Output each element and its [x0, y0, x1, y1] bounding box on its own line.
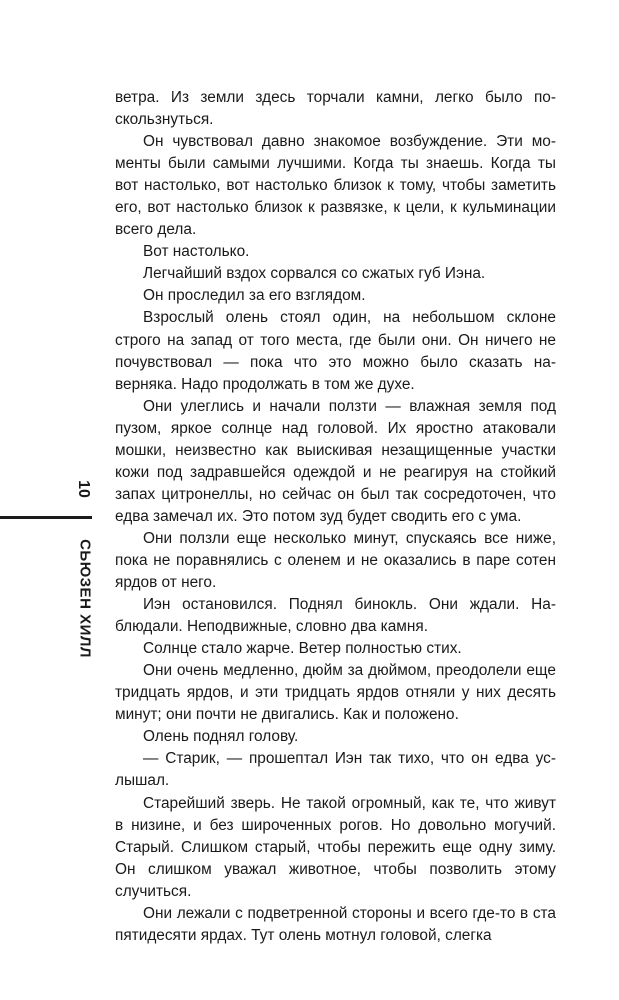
paragraph: Они улеглись и начали ползти — влажная земля под пузом, яркое солнце над головой. Их яростно атаковали мошки, неизвестно как выискивая незащищенные участки кожи под задравшейся одеждой и не реагируя на стойкий запах цитронеллы, но сейчас он был так сосредоточен, что едва замечал их. Это потом зуд будет сводить его с ума. — [115, 397, 556, 525]
paragraph: Олень поднял голову. — [143, 728, 299, 746]
paragraph: Легчайший вздох сорвался со сжатых губ Иэна. — [143, 265, 486, 283]
paragraph: Они лежали с подветренной стороны и всего где-то в ста пятидесяти ярдах. Тут олень мотнул головой, слегка — [115, 904, 556, 944]
paragraph: ветра. Из земли здесь торчали камни, легко было поскользнуться. — [115, 89, 556, 129]
body-text — [115, 87, 556, 947]
paragraph: Они ползли еще несколько минут, спускаясь все ниже, пока не поравнялись с оленем и не оказались в паре сотен ярдов от него. — [115, 529, 556, 592]
paragraph: Они очень медленно, дюйм за дюймом, преодолели еще тридцать ярдов, и эти тридцать ярдов отняли у них десять минут; они почти не двигались. Как и положено. — [115, 662, 556, 724]
paragraph: Старейший зверь. Не такой огромный, как те, что живут в низине, и без широченных рогов. Но довольно могучий. Старый. Слишком старый, чтобы пережить еще одну зиму. Он слишком уважал животное, чтобы позволить этому случиться. — [115, 794, 556, 900]
paragraph: Вот настолько. — [143, 243, 250, 261]
running-head-author: СЬЮЗЕН ХИЛЛ — [76, 539, 94, 658]
side-rule — [0, 516, 92, 519]
paragraph: Иэн остановился. Поднял бинокль. Они ждали. Наблюдали. Неподвижные, словно два камня. — [115, 596, 556, 636]
paragraph: Он проследил за его взглядом. — [143, 287, 366, 305]
page-number: 10 — [75, 480, 92, 498]
paragraph: Взрослый олень стоял один, на небольшом склоне строго на запад от того места, где были они. Он ничего не почувствовал — пока что это можно было сказать наверняка. Надо продолжать в том же духе. — [115, 309, 556, 393]
paragraph: — Старик, — прошептал Иэн так тихо, что он едва услышал. — [115, 750, 556, 790]
paragraph: Он чувствовал давно знакомое возбуждение. Эти моменты были самыми лучшими. Когда ты знаешь. Когда ты вот настолько, вот настолько близок к тому, чтобы заметить его, вот настолько близок к развязке, к цели, к кульминации всего дела. — [115, 133, 556, 239]
paragraph: Солнце стало жарче. Ветер полностью стих. — [143, 640, 462, 658]
